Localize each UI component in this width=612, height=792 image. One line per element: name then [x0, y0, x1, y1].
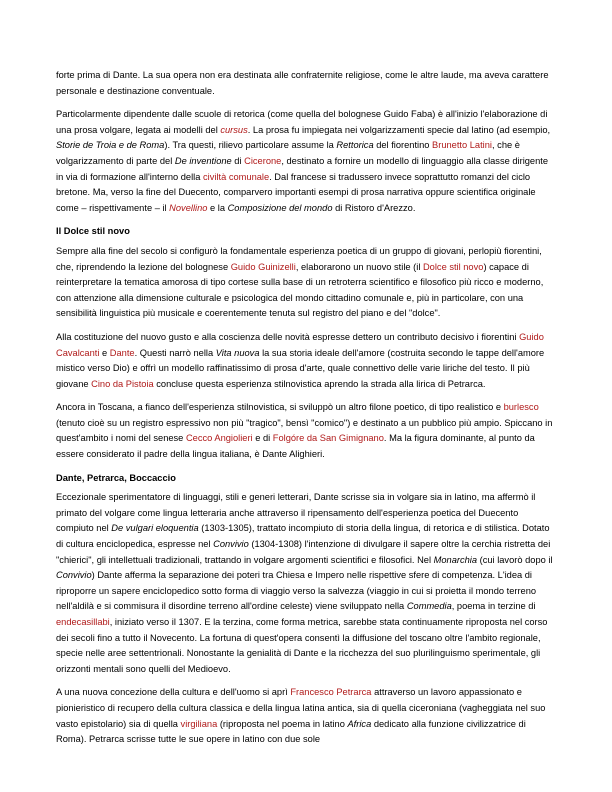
- text-link[interactable]: endecasillabi: [56, 617, 110, 627]
- text-link[interactable]: cursus: [220, 124, 248, 135]
- text-run: ) capace di reinterpretare la tematica amorosa di tipo cortese sulla base di un retroterra scientifico e filosofico più ricco e moderno, con attenzione alla dimensione culturale e psicologica del mondo cittadino comunale e, più in particolare, con una sensibilità linguistica più musicale e coerentemente tenuta sul registro del piano e del "dolce".: [56, 261, 544, 319]
- text-run: Eccezionale sperimentatore di linguaggi, stili e generi letterari, Dante scrisse sia in volgare sia in latino, ma affermò il primato del volgare come lingua letteraria anche attraverso il ripensamento dell'esperienza poetica del Duecento compiuto nel: [56, 492, 536, 534]
- text-link[interactable]: burlesco: [503, 402, 539, 413]
- paragraph: [56, 244, 556, 322]
- text-run: Monarchia: [433, 554, 478, 565]
- text-run: Commedia: [406, 601, 452, 612]
- text-run: ) Dante afferma la separazione dei poteri tra Chiesa e Impero nelle rispettive sfere di competenza. L'idea di riproporre un sapere enciclopedico sotto forma di viaggio verso la salvezza (viaggio in cui si proietta il mondo terreno nell'aldilà e si commisura il disordine terreno all'ordine celeste) viene sviluppato nella: [56, 570, 537, 612]
- text-run: Ancora in Toscana, a fianco dell'esperienza stilnovistica, si sviluppò un altro filone poetico, di tipo realistico e: [56, 402, 504, 413]
- text-run: Particolarmente dipendente dalle scuole di retorica (come quella del bolognese Guido Faba) è all'inizio l'elaborazione di una prosa volgare, legata ai modelli del: [56, 109, 548, 135]
- text-run: (riproposta nel poema in latino: [217, 718, 348, 729]
- document-page: [56, 68, 556, 756]
- text-run: Rettorica: [336, 140, 374, 151]
- text-run: Vita nuova: [215, 347, 260, 358]
- text-run: . Questi narrò nella: [134, 347, 216, 358]
- text-run: di: [231, 155, 245, 166]
- text-run: (1304-1308) l'intenzione di divulgare il sapere oltre la cerchia ristretta dei "chierici", gli intellettuali tradizionali, trattando in volgare argomenti scientifici e filosofici. Nel: [56, 539, 551, 565]
- text-run: e: [99, 347, 110, 358]
- text-run: Alla costituzione del nuovo gusto e alla coscienza delle novità espresse dettero un contributo decisivo i fiorentini: [56, 331, 520, 342]
- text-run: forte prima di Dante. La sua opera non era destinata alle confraternite religiose, come le altre laude, ma aveva carattere personale e destinazione conventuale.: [56, 70, 549, 96]
- section-heading: [56, 471, 556, 487]
- text-link[interactable]: Guido Guinizelli: [230, 261, 296, 272]
- text-run: Il Dolce stil novo: [56, 226, 130, 237]
- paragraph: [56, 685, 556, 747]
- text-run: attraverso un lavoro appassionato e pionieristico di recupero della cultura classica e della lingua latina antica, sia di quella ciceroniana (vagheggiata nel suo vasto epistolario) sia di quella: [56, 687, 546, 729]
- text-link[interactable]: Brunetto Latini: [432, 140, 492, 151]
- text-link[interactable]: civiltà comunale: [203, 171, 270, 182]
- text-run: , destinato a fornire un modello di linguaggio alla classe dirigente in via di formazione all'interno della: [56, 155, 549, 182]
- text-link[interactable]: Novellino: [169, 202, 208, 213]
- paragraph: [56, 400, 556, 462]
- text-run: Composizione del mondo: [227, 202, 333, 213]
- text-run: Dante, Petrarca, Boccaccio: [56, 472, 176, 483]
- text-run: concluse questa esperienza stilnovistica aprendo la strada alla lirica di Petrarca.: [153, 378, 486, 389]
- text-link[interactable]: Cino da Pistoia: [91, 378, 154, 389]
- text-run: Africa: [347, 718, 372, 729]
- text-run: Sempre alla fine del secolo si configurò la fondamentale esperienza poetica di un gruppo di giovani, perlopiù fiorentini, che, riprendendo la lezione del bolognese: [56, 245, 542, 272]
- text-run: (1303-1305), trattato incompiuto di storia della lingua, di retorica e di stilistica. Dotato di cultura enciclopedica, espresse nel: [56, 523, 550, 550]
- paragraph: [56, 330, 556, 392]
- text-link[interactable]: virgiliana: [180, 718, 218, 729]
- text-run: dedicato alla funzione civilizzatrice di Roma). Petrarca scrisse tutte le sue opere in latino con due sole: [56, 718, 526, 745]
- paragraph: [56, 107, 556, 216]
- text-run: , iniziato verso il 1307. E la terzina, come forma metrica, sarebbe stata continuamente riproposta nel corso dei secoli fino a tutto il Novecento. La fortuna di quest'opera consentì la diffusione del toscano oltre l'ambito regionale, specie nelle aree settentrionali. Nonostante la genialità di Dante e la ricchezza del suo plurilinguismo sperimentale, gli orizzonti mentali sono quelli del Medioevo.: [56, 617, 548, 674]
- text-run: De inventione: [174, 155, 232, 166]
- paragraph: [56, 68, 556, 99]
- text-link[interactable]: Dolce stil novo: [422, 261, 484, 272]
- text-run: e di: [252, 433, 273, 444]
- text-run: De vulgari eloquentia: [111, 523, 199, 534]
- text-run: Convivio: [213, 539, 249, 550]
- text-link[interactable]: Francesco Petrarca: [290, 687, 372, 698]
- text-run: ). Tra questi, rilievo particolare assume la: [164, 140, 337, 151]
- text-run: , poema in terzine di: [451, 601, 536, 612]
- text-link[interactable]: Dante: [109, 347, 135, 358]
- text-link[interactable]: Cicerone: [244, 155, 282, 166]
- section-heading: [56, 224, 556, 240]
- text-link[interactable]: Guido Cavalcanti: [56, 331, 544, 358]
- text-link[interactable]: Cecco Angiolieri: [185, 433, 253, 444]
- text-run: Convivio: [56, 570, 92, 581]
- text-run: , che è volgarizzamento di parte del: [56, 140, 520, 166]
- text-run: A una nuova concezione della cultura e dell'uomo si aprì: [56, 687, 291, 698]
- text-run: (cui lavorò dopo il: [477, 554, 553, 565]
- text-run: Storie de Troia e de Roma: [56, 140, 165, 151]
- paragraph: [56, 490, 556, 677]
- text-link[interactable]: Folgóre da San Gimignano: [272, 433, 384, 444]
- text-run: (tenuto cioè su un registro espressivo non più "tragico", bensì "comico") e destinato a un pubblico più ampio. Spiccano in quest'ambito i nomi del senese: [56, 417, 553, 444]
- text-run: . La prosa fu impiegata nei volgarizzamenti specie dal latino (ad esempio,: [247, 124, 551, 135]
- text-run: e la: [207, 202, 228, 213]
- text-run: . Dal francese si tradussero invece soprattutto romanzi del ciclo bretone. Ma, verso la fine del Duecento, comparvero importanti esempi di prosa narrativa oppure scientifica originale come – rispettivamente – il: [56, 171, 536, 213]
- text-run: la sua storia ideale dell'amore (costruita secondo le tappe dell'amore mistico verso Dio) e offrì un modello raffinatissimo di prosa d'arte, quale connettivo delle varie liriche del testo. Il più giovane: [56, 347, 545, 389]
- text-run: , elaborarono un nuovo stile (il: [295, 261, 423, 272]
- text-run: . Ma la figura dominante, al punto da essere considerato il padre della lingua italiana, è Dante Alighieri.: [56, 433, 535, 460]
- text-run: del fiorentino: [373, 140, 433, 151]
- text-run: di Ristoro d'Arezzo.: [332, 202, 416, 213]
